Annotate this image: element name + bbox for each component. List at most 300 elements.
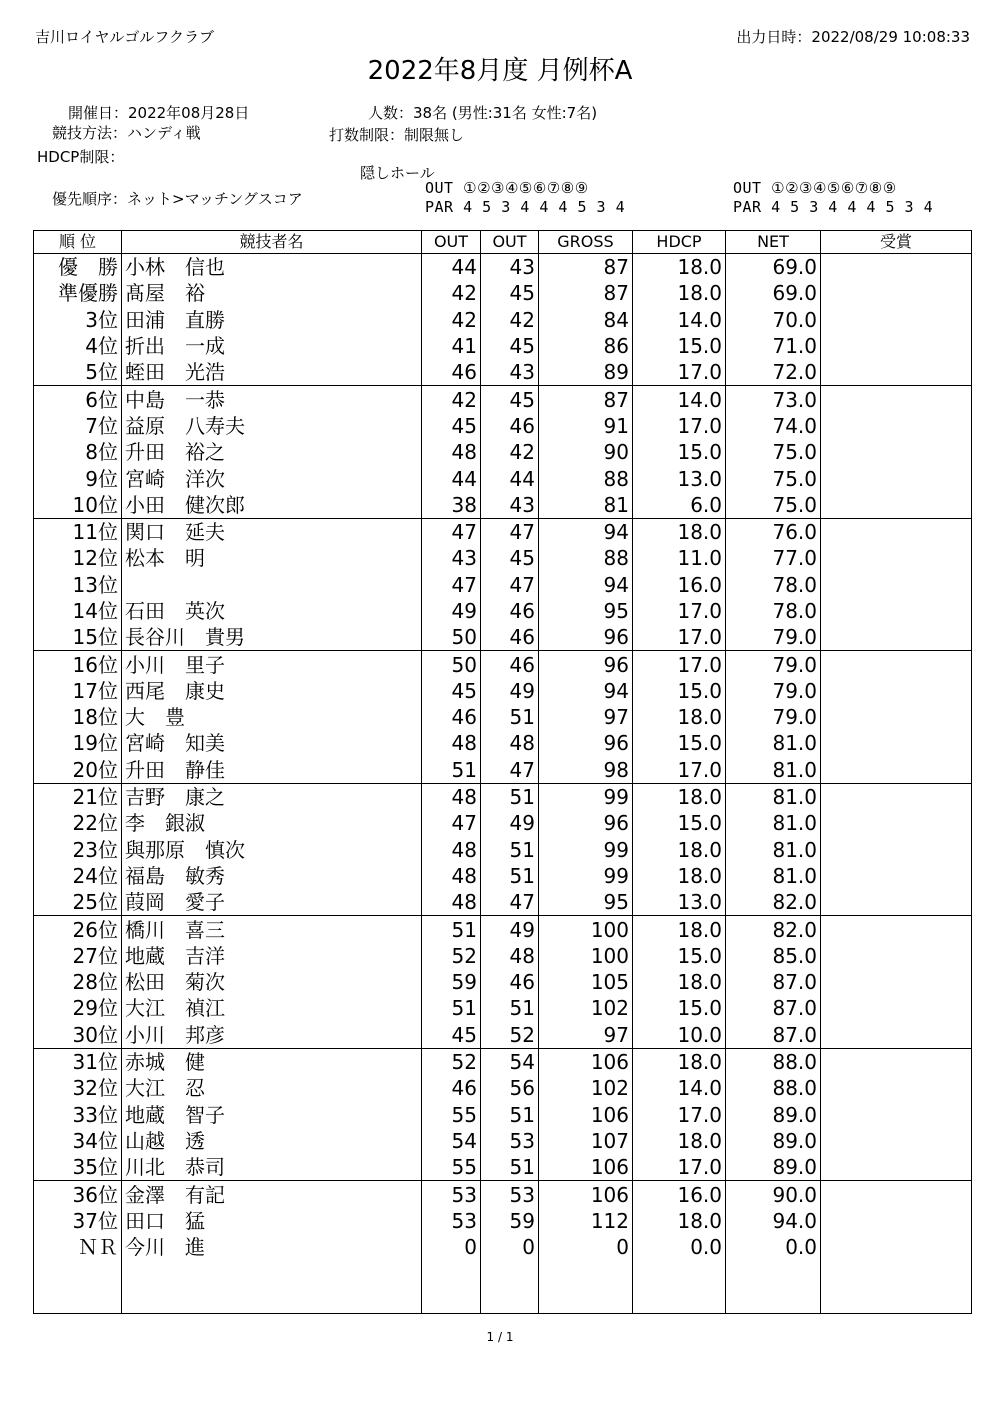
hdcp-cell: 17.0 (633, 757, 726, 784)
out2-cell: 44 (481, 465, 539, 491)
name-cell: 山越 透 (122, 1128, 422, 1154)
name-cell: 松本 明 (122, 545, 422, 571)
rank-cell: 18位 (34, 704, 122, 730)
rank-cell: 36位 (34, 1181, 122, 1208)
name-cell: 福島 敏秀 (122, 863, 422, 889)
hdcp-cell: 14.0 (633, 386, 726, 413)
hdcp-cell: 17.0 (633, 413, 726, 439)
out2-cell: 45 (481, 386, 539, 413)
gross-cell: 106 (539, 1102, 633, 1128)
hdcp-cell: 17.0 (633, 1102, 726, 1128)
output-datetime: 出力日時：2022/08/29 10:08:33 (736, 28, 970, 46)
col-gross: GROSS (539, 231, 633, 254)
empty-row (34, 1287, 972, 1314)
name-cell: 川北 恭司 (122, 1154, 422, 1181)
name-cell: 與那原 慎次 (122, 837, 422, 863)
out2-cell: 48 (481, 943, 539, 969)
net-cell: 88.0 (726, 1075, 821, 1101)
name-cell: 石田 英次 (122, 598, 422, 624)
net-cell: 82.0 (726, 916, 821, 943)
gross-cell: 99 (539, 783, 633, 810)
out2-cell: 47 (481, 518, 539, 545)
award-cell (821, 333, 972, 359)
out1-cell: 46 (422, 704, 481, 730)
award-cell (821, 943, 972, 969)
table-row (34, 439, 972, 465)
out1-cell: 42 (422, 386, 481, 413)
net-cell: 81.0 (726, 863, 821, 889)
hdcp-cell: 18.0 (633, 837, 726, 863)
rank-cell: 17位 (34, 678, 122, 704)
net-cell: 79.0 (726, 704, 821, 730)
rank-cell: 8位 (34, 439, 122, 465)
award-cell (821, 386, 972, 413)
award-cell (821, 995, 972, 1021)
gross-cell: 87 (539, 280, 633, 306)
table-row (34, 254, 972, 281)
out2-cell: 42 (481, 439, 539, 465)
out1-cell: 51 (422, 995, 481, 1021)
rank-cell: 12位 (34, 545, 122, 571)
hdcp-cell: 0.0 (633, 1234, 726, 1260)
gross-cell: 97 (539, 1022, 633, 1049)
out1-cell: 48 (422, 439, 481, 465)
hdcp-cell: 11.0 (633, 545, 726, 571)
out1-cell: 51 (422, 916, 481, 943)
award-cell (821, 413, 972, 439)
award-cell (821, 704, 972, 730)
award-cell (821, 598, 972, 624)
hdcp-cell: 18.0 (633, 916, 726, 943)
name-cell: 升田 裕之 (122, 439, 422, 465)
table-row (34, 545, 972, 571)
table-row (34, 1128, 972, 1154)
award-cell (821, 1048, 972, 1075)
table-row (34, 624, 972, 651)
gross-cell: 86 (539, 333, 633, 359)
name-cell: 金澤 有記 (122, 1181, 422, 1208)
out2-cell: 51 (481, 863, 539, 889)
gross-cell: 96 (539, 651, 633, 678)
hdcp-cell: 15.0 (633, 678, 726, 704)
empty-cell (422, 1260, 481, 1286)
rank-cell: 22位 (34, 810, 122, 836)
hdcp-cell: 18.0 (633, 704, 726, 730)
table-row (34, 730, 972, 756)
out1-cell: 42 (422, 280, 481, 306)
out1-cell: 44 (422, 254, 481, 281)
out2-cell: 0 (481, 1234, 539, 1260)
out2-cell: 59 (481, 1208, 539, 1234)
hdcp-cell: 18.0 (633, 783, 726, 810)
award-cell (821, 969, 972, 995)
empty-cell (821, 1260, 972, 1286)
table-row (34, 386, 972, 413)
name-cell: 髙屋 裕 (122, 280, 422, 306)
name-cell: 小川 邦彦 (122, 1022, 422, 1049)
name-cell: 益原 八寿夫 (122, 413, 422, 439)
award-cell (821, 1022, 972, 1049)
gross-cell: 105 (539, 969, 633, 995)
out2-cell: 46 (481, 624, 539, 651)
out1-cell: 48 (422, 783, 481, 810)
rank-cell: 3位 (34, 307, 122, 333)
hidden-par-row-2: PAR 4 5 3 4 4 4 5 3 4 (733, 198, 934, 216)
hdcp-cell: 14.0 (633, 1075, 726, 1101)
out1-cell: 48 (422, 889, 481, 916)
net-cell: 87.0 (726, 969, 821, 995)
name-cell: 田浦 直勝 (122, 307, 422, 333)
table-header-row (34, 231, 972, 254)
empty-cell (34, 1287, 122, 1314)
hdcp-cell: 18.0 (633, 280, 726, 306)
out1-cell: 51 (422, 757, 481, 784)
name-cell: 橋川 喜三 (122, 916, 422, 943)
award-cell (821, 783, 972, 810)
out2-cell: 53 (481, 1128, 539, 1154)
rank-cell: 32位 (34, 1075, 122, 1101)
hdcp-cell: 18.0 (633, 1208, 726, 1234)
award-cell (821, 492, 972, 519)
out2-cell: 49 (481, 678, 539, 704)
table-row (34, 1181, 972, 1208)
award-cell (821, 678, 972, 704)
net-cell: 81.0 (726, 810, 821, 836)
gross-cell: 0 (539, 1234, 633, 1260)
name-cell: 地蔵 吉洋 (122, 943, 422, 969)
net-cell: 69.0 (726, 254, 821, 281)
rank-cell: 28位 (34, 969, 122, 995)
out2-cell: 45 (481, 333, 539, 359)
gross-cell: 106 (539, 1181, 633, 1208)
empty-row (34, 1260, 972, 1286)
gross-cell: 99 (539, 837, 633, 863)
out1-cell: 47 (422, 810, 481, 836)
out2-cell: 46 (481, 969, 539, 995)
name-cell: 蛭田 光浩 (122, 359, 422, 386)
empty-cell (539, 1287, 633, 1314)
net-cell: 69.0 (726, 280, 821, 306)
award-cell (821, 1128, 972, 1154)
empty-cell (481, 1287, 539, 1314)
rank-cell: 23位 (34, 837, 122, 863)
page-title: 2022年8月度 月例杯A (367, 56, 633, 86)
table-row (34, 969, 972, 995)
name-cell: 西尾 康史 (122, 678, 422, 704)
hdcp-cell: 13.0 (633, 889, 726, 916)
out1-cell: 53 (422, 1181, 481, 1208)
out1-cell: 52 (422, 943, 481, 969)
empty-cell (122, 1287, 422, 1314)
net-cell: 70.0 (726, 307, 821, 333)
table-row (34, 837, 972, 863)
hdcp-cell: 17.0 (633, 1154, 726, 1181)
hidden-par-row-1: PAR 4 5 3 4 4 4 5 3 4 (425, 198, 626, 216)
out1-cell: 43 (422, 545, 481, 571)
hdcp-cell: 15.0 (633, 943, 726, 969)
hdcp-cell: 18.0 (633, 1048, 726, 1075)
hdcp-cell: 17.0 (633, 624, 726, 651)
rank-cell: 24位 (34, 863, 122, 889)
table-row (34, 1048, 972, 1075)
name-cell: 大江 禎江 (122, 995, 422, 1021)
out2-cell: 43 (481, 254, 539, 281)
rank-cell: 34位 (34, 1128, 122, 1154)
table-row (34, 783, 972, 810)
col-out-2: OUT (481, 231, 539, 254)
gross-cell: 96 (539, 730, 633, 756)
out1-cell: 59 (422, 969, 481, 995)
hdcp-cell: 17.0 (633, 651, 726, 678)
out1-cell: 50 (422, 624, 481, 651)
empty-cell (633, 1287, 726, 1314)
award-cell (821, 465, 972, 491)
gross-cell: 94 (539, 518, 633, 545)
col-hdcp: HDCP (633, 231, 726, 254)
table-row (34, 757, 972, 784)
out2-cell: 51 (481, 837, 539, 863)
out2-cell: 56 (481, 1075, 539, 1101)
net-cell: 75.0 (726, 439, 821, 465)
rank-cell: 9位 (34, 465, 122, 491)
out1-cell: 46 (422, 359, 481, 386)
award-cell (821, 359, 972, 386)
out1-cell: 55 (422, 1102, 481, 1128)
name-cell: 小林 信也 (122, 254, 422, 281)
name-cell: 田口 猛 (122, 1208, 422, 1234)
net-cell: 88.0 (726, 1048, 821, 1075)
empty-cell (422, 1287, 481, 1314)
col-name: 競技者名 (122, 231, 422, 254)
award-cell (821, 307, 972, 333)
rank-cell: 6位 (34, 386, 122, 413)
award-cell (821, 254, 972, 281)
net-cell: 81.0 (726, 783, 821, 810)
gross-cell: 106 (539, 1048, 633, 1075)
net-cell: 87.0 (726, 995, 821, 1021)
name-cell: 長谷川 貴男 (122, 624, 422, 651)
name-cell: 李 銀淑 (122, 810, 422, 836)
hidden-out-row-1: OUT ①②③④⑤⑥⑦⑧⑨ (425, 179, 589, 197)
out2-cell: 51 (481, 1102, 539, 1128)
table-row (34, 1022, 972, 1049)
rank-cell: 26位 (34, 916, 122, 943)
hdcp-cell: 16.0 (633, 572, 726, 598)
empty-cell (481, 1260, 539, 1286)
out1-cell: 41 (422, 333, 481, 359)
out2-cell: 47 (481, 572, 539, 598)
page-number: 1 / 1 (486, 1330, 514, 1344)
out2-cell: 45 (481, 545, 539, 571)
table-row (34, 651, 972, 678)
table-row (34, 413, 972, 439)
out1-cell: 47 (422, 572, 481, 598)
out1-cell: 0 (422, 1234, 481, 1260)
award-cell (821, 439, 972, 465)
gross-cell: 100 (539, 943, 633, 969)
award-cell (821, 1234, 972, 1260)
col-out-1: OUT (422, 231, 481, 254)
out2-cell: 45 (481, 280, 539, 306)
out1-cell: 53 (422, 1208, 481, 1234)
net-cell: 77.0 (726, 545, 821, 571)
gross-cell: 88 (539, 465, 633, 491)
net-cell: 74.0 (726, 413, 821, 439)
name-cell: 宮崎 知美 (122, 730, 422, 756)
gross-cell: 91 (539, 413, 633, 439)
gross-cell: 95 (539, 598, 633, 624)
out1-cell: 48 (422, 863, 481, 889)
net-cell: 79.0 (726, 651, 821, 678)
hdcp-cell: 18.0 (633, 254, 726, 281)
name-cell: 折出 一成 (122, 333, 422, 359)
out1-cell: 45 (422, 1022, 481, 1049)
hdcp-cell: 16.0 (633, 1181, 726, 1208)
empty-cell (726, 1260, 821, 1286)
net-cell: 87.0 (726, 1022, 821, 1049)
net-cell: 81.0 (726, 730, 821, 756)
rank-cell: 37位 (34, 1208, 122, 1234)
hdcp-cell: 18.0 (633, 863, 726, 889)
out1-cell: 45 (422, 413, 481, 439)
out2-cell: 48 (481, 730, 539, 756)
hdcp-cell: 15.0 (633, 810, 726, 836)
out1-cell: 42 (422, 307, 481, 333)
rank-cell: 29位 (34, 995, 122, 1021)
out2-cell: 49 (481, 916, 539, 943)
gross-cell: 81 (539, 492, 633, 519)
out1-cell: 50 (422, 651, 481, 678)
net-cell: 78.0 (726, 598, 821, 624)
table-row (34, 995, 972, 1021)
award-cell (821, 889, 972, 916)
gross-cell: 99 (539, 863, 633, 889)
gross-cell: 89 (539, 359, 633, 386)
hdcp-cell: 15.0 (633, 730, 726, 756)
award-cell (821, 810, 972, 836)
table-row (34, 572, 972, 598)
gross-cell: 112 (539, 1208, 633, 1234)
rank-cell: 16位 (34, 651, 122, 678)
net-cell: 79.0 (726, 624, 821, 651)
rank-cell: 5位 (34, 359, 122, 386)
hdcp-cell: 18.0 (633, 1128, 726, 1154)
gross-cell: 102 (539, 995, 633, 1021)
gross-cell: 107 (539, 1128, 633, 1154)
name-cell (122, 572, 422, 598)
out1-cell: 48 (422, 730, 481, 756)
net-cell: 79.0 (726, 678, 821, 704)
net-cell: 76.0 (726, 518, 821, 545)
rank-cell: 優 勝 (34, 254, 122, 281)
gross-cell: 97 (539, 704, 633, 730)
hdcp-cell: 14.0 (633, 307, 726, 333)
net-cell: 85.0 (726, 943, 821, 969)
net-cell: 75.0 (726, 465, 821, 491)
award-cell (821, 624, 972, 651)
out2-cell: 53 (481, 1181, 539, 1208)
name-cell: 宮崎 洋次 (122, 465, 422, 491)
rank-cell: 33位 (34, 1102, 122, 1128)
award-cell (821, 651, 972, 678)
out2-cell: 51 (481, 995, 539, 1021)
out2-cell: 43 (481, 359, 539, 386)
name-cell: 関口 延夫 (122, 518, 422, 545)
table-row (34, 359, 972, 386)
table-row (34, 492, 972, 519)
gross-cell: 106 (539, 1154, 633, 1181)
name-cell: 吉野 康之 (122, 783, 422, 810)
out2-cell: 46 (481, 413, 539, 439)
stroke-limit: 打数制限：制限無し (329, 126, 465, 144)
table-row (34, 598, 972, 624)
table-row (34, 307, 972, 333)
competition-method: 競技方法：ハンディ戦 (52, 124, 201, 142)
name-cell: 大江 忍 (122, 1075, 422, 1101)
hdcp-cell: 15.0 (633, 439, 726, 465)
table-row (34, 943, 972, 969)
award-cell (821, 730, 972, 756)
rank-cell: 14位 (34, 598, 122, 624)
table-row (34, 678, 972, 704)
table-row (34, 916, 972, 943)
net-cell: 81.0 (726, 757, 821, 784)
table-row (34, 280, 972, 306)
award-cell (821, 1075, 972, 1101)
empty-cell (539, 1260, 633, 1286)
out2-cell: 46 (481, 598, 539, 624)
participant-count: 人数：38名 (男性:31名 女性:7名) (368, 104, 598, 122)
net-cell: 89.0 (726, 1128, 821, 1154)
gross-cell: 87 (539, 254, 633, 281)
net-cell: 73.0 (726, 386, 821, 413)
hdcp-limit: HDCP制限： (37, 148, 125, 166)
out2-cell: 43 (481, 492, 539, 519)
hdcp-cell: 15.0 (633, 995, 726, 1021)
results-table (33, 230, 972, 1314)
gross-cell: 87 (539, 386, 633, 413)
rank-cell: 7位 (34, 413, 122, 439)
gross-cell: 96 (539, 810, 633, 836)
rank-cell: 21位 (34, 783, 122, 810)
gross-cell: 100 (539, 916, 633, 943)
rank-cell: 31位 (34, 1048, 122, 1075)
award-cell (821, 545, 972, 571)
table-row (34, 518, 972, 545)
table-row (34, 704, 972, 730)
name-cell: 大 豊 (122, 704, 422, 730)
hdcp-cell: 17.0 (633, 359, 726, 386)
net-cell: 78.0 (726, 572, 821, 598)
empty-cell (122, 1260, 422, 1286)
rank-cell: 20位 (34, 757, 122, 784)
hdcp-cell: 17.0 (633, 598, 726, 624)
empty-cell (633, 1260, 726, 1286)
priority-order: 優先順序：ネット>マッチングスコア (52, 190, 303, 208)
award-cell (821, 837, 972, 863)
hidden-hole-label: 隠しホール (360, 164, 435, 182)
name-cell: 今川 進 (122, 1234, 422, 1260)
net-cell: 89.0 (726, 1102, 821, 1128)
rank-cell: 30位 (34, 1022, 122, 1049)
award-cell (821, 863, 972, 889)
rank-cell: 35位 (34, 1154, 122, 1181)
table-row (34, 889, 972, 916)
rank-cell: 19位 (34, 730, 122, 756)
hdcp-cell: 15.0 (633, 333, 726, 359)
hdcp-cell: 10.0 (633, 1022, 726, 1049)
out1-cell: 45 (422, 678, 481, 704)
